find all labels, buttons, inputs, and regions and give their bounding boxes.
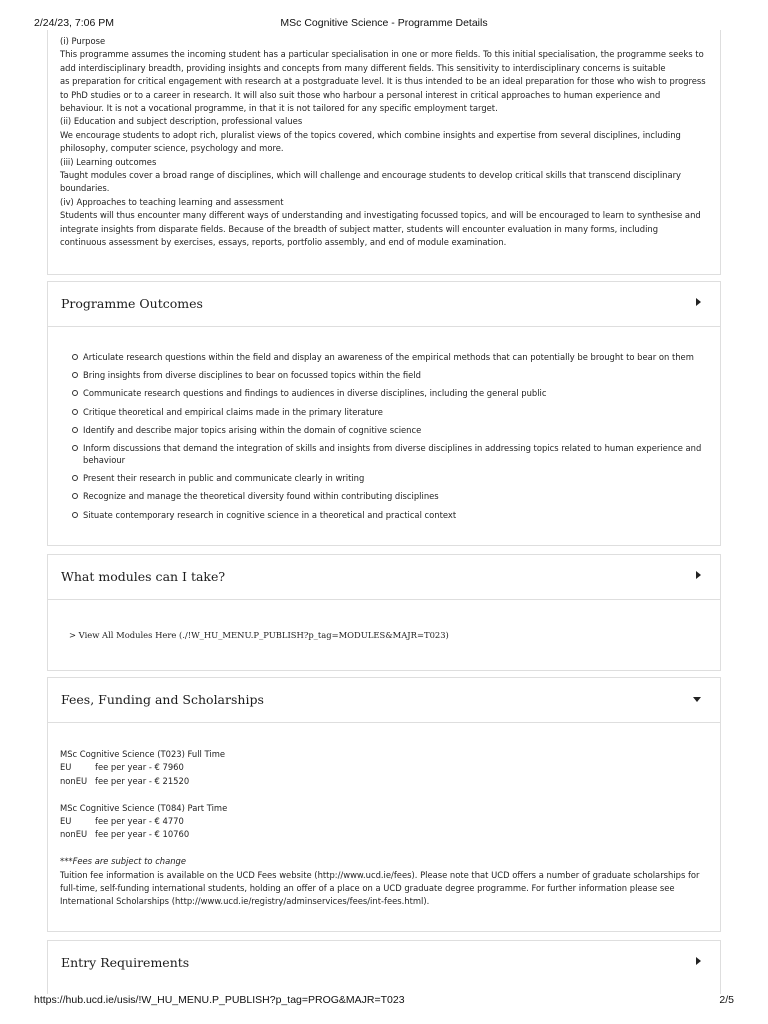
fee-amount: fee per year - € 7960 — [95, 762, 184, 773]
outcome-text: Articulate research questions within the field and display an awareness of the empirical methods that can potentially be brought to bear on them — [83, 352, 694, 362]
print-page-title: MSc Cognitive Science - Programme Details — [280, 17, 488, 29]
fees-heading: Fees, Funding and Scholarships — [61, 692, 264, 707]
print-datetime: 2/24/23, 7:06 PM — [34, 17, 114, 29]
description-line: (ii) Education and subject description, professional values — [60, 116, 303, 127]
tuition-line: full-time, self-funding international students, holding an offer of a place on a UCD graduate degree programme. For further information please see — [60, 883, 675, 894]
fee-amount: fee per year - € 10760 — [95, 829, 190, 840]
fee-row — [60, 815, 708, 828]
programme-description-card — [47, 30, 721, 275]
fee-amount: fee per year - € 21520 — [95, 775, 190, 786]
caret-right-icon[interactable] — [696, 298, 701, 306]
outcome-text: Communicate research questions and findings to audiences in diverse disciplines, including the general public — [83, 388, 547, 399]
outcomes-list — [72, 351, 704, 527]
fee-region: EU — [60, 816, 72, 827]
modules-header[interactable] — [48, 555, 720, 600]
fees-card — [47, 677, 721, 932]
programme-outcomes-header[interactable] — [48, 282, 720, 327]
circle-bullet-icon — [72, 445, 78, 451]
fee-region: EU — [60, 762, 72, 773]
circle-bullet-icon — [72, 512, 78, 518]
list-item — [72, 406, 704, 418]
description-line: This programme assumes the incoming student has a particular specialisation in one or more fields. To this initial specialisation, the programme seeks to — [60, 49, 704, 60]
list-item — [72, 490, 704, 502]
list-item — [72, 424, 704, 436]
print-url: https://hub.ucd.ie/usis/!W_HU_MENU.P_PUBLISH?p_tag=PROG&MAJR=T023 — [34, 994, 405, 1006]
list-item — [72, 472, 704, 484]
description-line: (iv) Approaches to teaching learning and assessment — [60, 196, 284, 207]
entry-requirements-header[interactable] — [48, 941, 720, 986]
fees-change-note: ***Fees are subject to change — [60, 856, 187, 867]
programme-outcomes-card — [47, 281, 721, 546]
circle-bullet-icon — [72, 390, 78, 396]
print-footer — [34, 994, 734, 1008]
entry-requirements-heading: Entry Requirements — [61, 955, 190, 970]
description-line: (i) Purpose — [60, 36, 106, 46]
description-line: philosophy, computer science, psychology and more. — [60, 143, 284, 154]
modules-card — [47, 554, 721, 671]
list-item — [72, 351, 704, 363]
circle-bullet-icon — [72, 409, 78, 415]
view-all-modules-link[interactable]: > View All Modules Here (./!W_HU_MENU.P_PUBLISH?p_tag=MODULES&MAJR=T023) — [69, 630, 449, 640]
programme-description-text — [60, 35, 708, 250]
fees-header[interactable] — [48, 678, 720, 723]
page-number: 2/5 — [719, 994, 734, 1006]
fee-row — [60, 828, 708, 841]
description-line: as preparation for critical engagement with research at a postgraduate level. It is thus intended to be an ideal preparation for those who wish to progress — [60, 76, 706, 87]
list-item — [72, 387, 704, 399]
caret-down-icon[interactable] — [693, 697, 701, 702]
full-time-title: MSc Cognitive Science (T023) Full Time — [60, 749, 226, 759]
circle-bullet-icon — [72, 427, 78, 433]
outcome-text: Critique theoretical and empirical claims made in the primary literature — [83, 406, 383, 417]
outcome-text: Inform discussions that demand the integration of skills and insights from diverse disciplines in addressing topics related to human experience and behaviour — [83, 442, 702, 465]
outcome-text: Bring insights from diverse disciplines to bear on focussed topics within the field — [83, 370, 421, 381]
outcome-text: Situate contemporary research in cognitive science in a theoretical and practical context — [83, 509, 457, 520]
modules-heading: What modules can I take? — [61, 569, 226, 584]
fee-row — [60, 775, 708, 788]
description-line: Taught modules cover a broad range of disciplines, which will challenge and encourage students to develop critical skills that transcend disciplinary — [60, 170, 682, 181]
circle-bullet-icon — [72, 475, 78, 481]
fee-row — [60, 761, 708, 774]
print-header — [34, 17, 734, 31]
tuition-line: Tuition fee information is available on the UCD Fees website (http://www.ucd.ie/fees). Please note that UCD offers a number of graduate scholarships for — [60, 869, 700, 880]
list-item — [72, 442, 704, 466]
description-line: behaviour. It is not a vocational programme, in that it is not tailored for any specific employment target. — [60, 103, 498, 114]
description-line: continuous assessment by exercises, essays, reports, portfolio assembly, and end of module examination. — [60, 237, 507, 248]
entry-requirements-card — [47, 940, 721, 994]
outcome-text: Identify and describe major topics arising within the domain of cognitive science — [83, 424, 422, 435]
tuition-line: International Scholarships (http://www.ucd.ie/registry/adminservices/fees/int-fees.html). — [60, 896, 430, 907]
fee-region: nonEU — [60, 775, 88, 786]
outcome-text: Present their research in public and communicate clearly in writing — [83, 473, 365, 484]
programme-outcomes-heading: Programme Outcomes — [61, 296, 203, 311]
list-item — [72, 509, 704, 521]
description-line: Students will thus encounter many different ways of understanding and investigating focussed topics, and will be encouraged to learn to synthesise and — [60, 210, 701, 221]
description-line: to PhD studies or to a career in research. It will also suit those who harbour a personal interest in critical approaches to human experience and — [60, 89, 661, 100]
circle-bullet-icon — [72, 372, 78, 378]
fee-amount: fee per year - € 4770 — [95, 816, 184, 827]
description-line: integrate insights from disparate fields. Because of the breadth of subject matter, students will encounter evaluation in many forms, including — [60, 223, 659, 234]
caret-right-icon[interactable] — [696, 957, 701, 965]
description-line: boundaries. — [60, 183, 110, 194]
outcome-text: Recognize and manage the theoretical diversity found within contributing disciplines — [83, 491, 439, 502]
caret-right-icon[interactable] — [696, 571, 701, 579]
circle-bullet-icon — [72, 493, 78, 499]
fee-region: nonEU — [60, 829, 88, 840]
description-line: (iii) Learning outcomes — [60, 156, 157, 167]
fees-content — [60, 748, 708, 909]
description-line: add interdisciplinary breadth, providing insights and concepts from many different fields. This sensitivity to interdisciplinary concerns is suitable — [60, 62, 666, 73]
circle-bullet-icon — [72, 354, 78, 360]
list-item — [72, 369, 704, 381]
description-line: We encourage students to adopt rich, pluralist views of the topics covered, which combine insights and expertise from several disciplines, including — [60, 129, 681, 140]
part-time-title: MSc Cognitive Science (T084) Part Time — [60, 802, 228, 813]
